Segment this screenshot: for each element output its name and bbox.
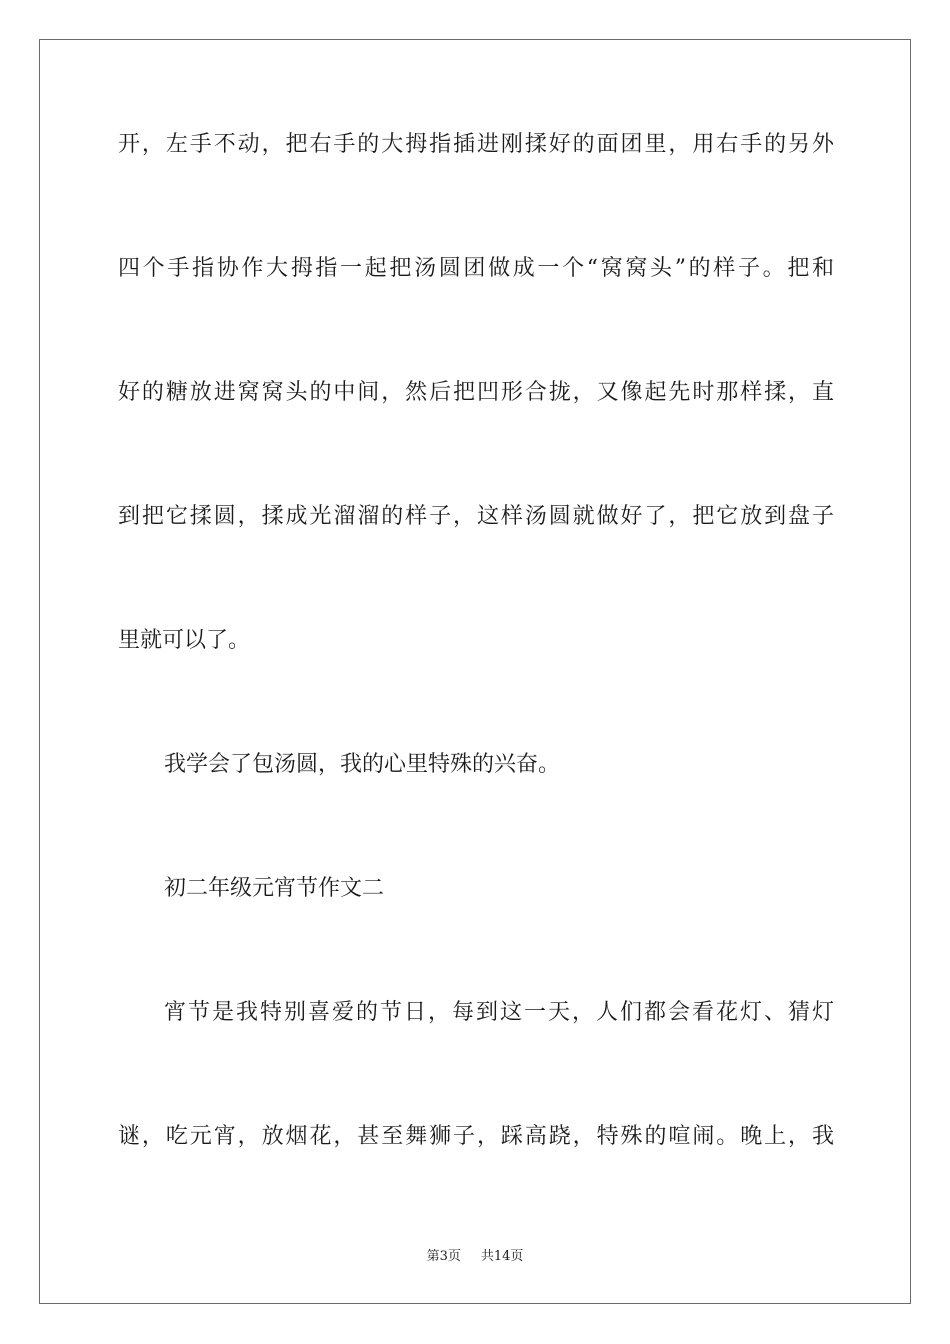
text-line-1: 开，左手不动，把右手的大拇指插进刚揉好的面团里，用右手的另外 [118,132,834,157]
text-line-3: 好的糖放进窝窝头的中间，然后把凹形合拢，又像起先时那样揉，直 [118,380,834,405]
page-footer [0,1248,950,1266]
text-line-4: 到把它揉圆，揉成光溜溜的样子，这样汤圆就做好了，把它放到盘子 [118,504,834,529]
text-line-6: 我学会了包汤圆，我的心里特殊的兴奋。 [164,752,561,777]
text-line-5: 里就可以了。 [118,628,251,653]
text-line-9: 谜，吃元宵，放烟花，甚至舞狮子，踩高跷，特殊的喧闹。晚上，我 [118,1124,834,1149]
section-heading: 初二年级元宵节作文二 [164,876,385,901]
text-line-2: 四个手指协作大拇指一起把汤圆团做成一个“窝窝头”的样子。把和 [118,256,834,281]
text-line-8: 宵节是我特别喜爱的节日，每到这一天，人们都会看花灯、猜灯 [164,1000,834,1025]
page-number: 第3页 [426,1249,461,1264]
page-total: 共14页 [480,1249,524,1264]
document-body [118,130,834,1246]
